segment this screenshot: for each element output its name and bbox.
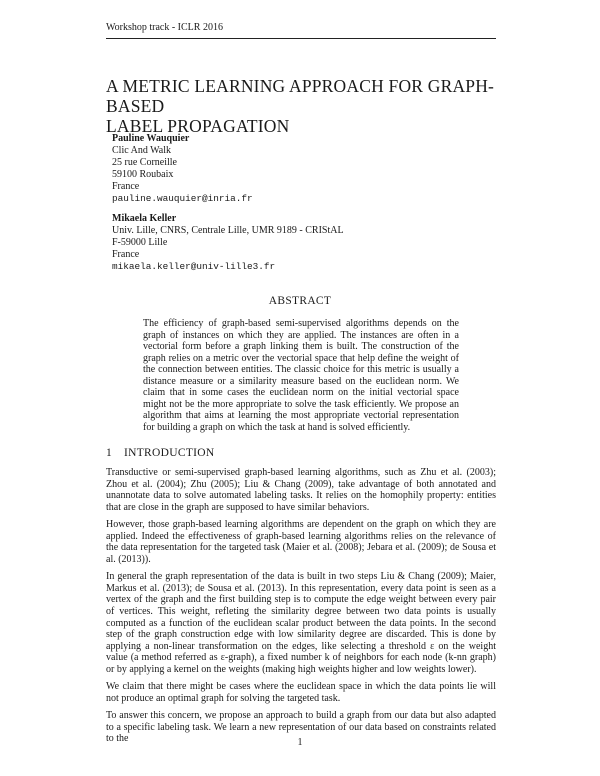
affiliation-line: Univ. Lille, CNRS, Centrale Lille, UMR 9189 - CRIStAL	[112, 225, 344, 236]
author-name: Pauline Wauquier	[112, 133, 190, 144]
header-rule	[106, 38, 496, 39]
author-email[interactable]: pauline.wauquier@inria.fr	[112, 193, 253, 204]
abstract-text: The efficiency of graph-based semi-supervised algorithms depends on the graph of instances on which they are applied. The instances are often in a vectorial form before a graph linking them is built. The construction of the graph relies on a metric over the vectorial space that help define the weight of the connection between entities. The classic choice for this metric is usually a distance measure or a similarity measure based on the euclidean norm. We claim that in some cases the euclidean norm on the initial vectorial space might not be the more appropriate to solve the task efficiently. We propose an algorithm that aims at learning the most appropriate vectorial representation for building a graph on which the task at hand is solved efficiently.	[143, 318, 459, 433]
affiliation-line: 59100 Roubaix	[112, 169, 174, 180]
section-number: 1	[106, 447, 113, 459]
paragraph: However, those graph-based learning algorithms are dependent on the graph on which they are applied. Indeed the effectiveness of graph-based learning algorithms relies on the relevance of the data representation for the targeted task (Maier et al. (2008); Jebara et al. (2009); de Sousa et al. (2013)).	[106, 519, 496, 565]
section-title: INTRODUCTION	[124, 447, 215, 459]
paragraph: To answer this concern, we propose an approach to build a graph from our data but also adapted to a specific labeling task. We learn a new representation of our data based on constraints related to the	[106, 710, 496, 745]
page-number: 1	[297, 737, 303, 748]
running-header: Workshop track - ICLR 2016	[106, 22, 223, 33]
paragraph: Transductive or semi-supervised graph-based learning algorithms, such as Zhu et al. (2003); Zhou et al. (2004); Zhu (2005); Liu & Chang (2009), take advantage of both annotated and unannotate data to solve automated labeling tasks. It relies on the homophily property: entities that are close in the graph are supposed to have similar behaviors.	[106, 467, 496, 513]
abstract-heading: ABSTRACT	[268, 295, 332, 307]
paragraph: In general the graph representation of the data is built in two steps Liu & Chang (2009); Maier, Markus et al. (2013); de Sousa et al. (2013). In this representation, every data point is seen as a vertex of the graph and the first building step is to compute the edge weight between every pair of vertices. This weight, refleting the similarity degree between two data points is usually computed as a function of the euclidean scalar product between the data points. In the second step of the graph construction edge with low similarity degree are discarded. This is done by applying a non-linear transformation on the edges, like selecting a threshold ε on the weight value (a method referred as ε-graph), a fixed number k of neighbors for each node (k-nn graph) or by applying a kernel on the weights (making high weights higher and low weights lower).	[106, 571, 496, 675]
author-block-1	[112, 133, 253, 205]
affiliation-line: France	[112, 181, 140, 192]
affiliation-line: Clic And Walk	[112, 145, 172, 156]
paper-title	[106, 76, 506, 136]
title-line-1: A METRIC LEARNING APPROACH FOR GRAPH-BASED	[106, 76, 495, 116]
affiliation-line: F-59000 Lille	[112, 237, 168, 248]
section-body	[106, 467, 496, 751]
paragraph: We claim that there might be cases where the euclidean space in which the data points lie will not produce an optimal graph for solving the targeted task.	[106, 681, 496, 704]
affiliation-line: France	[112, 249, 140, 260]
section-heading	[106, 447, 214, 459]
author-block-2	[112, 213, 344, 273]
affiliation-line: 25 rue Corneille	[112, 157, 177, 168]
title-line-2: LABEL PROPAGATION	[106, 116, 290, 136]
author-email[interactable]: mikaela.keller@univ-lille3.fr	[112, 261, 276, 272]
author-name: Mikaela Keller	[112, 213, 177, 224]
